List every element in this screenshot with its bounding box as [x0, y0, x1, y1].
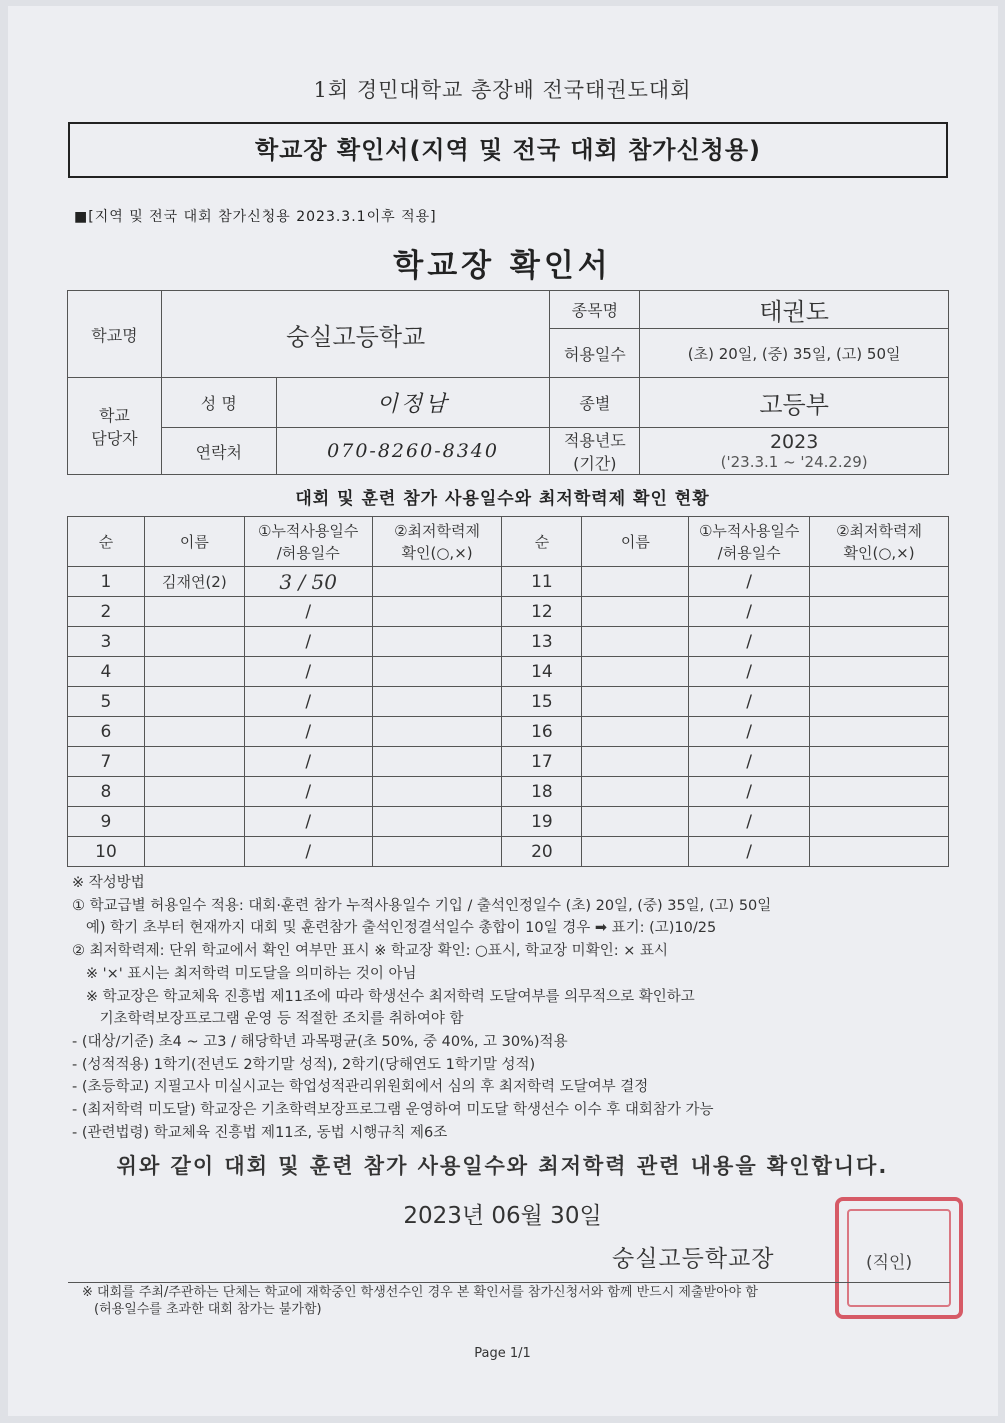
instruction-line: - (대상/기준) 초4 ~ 고3 / 해당학년 과목평균(초 50%, 중 40%, 고 30%)적용	[72, 1033, 568, 1050]
contact-label-line2: 담당자	[91, 429, 138, 448]
row-check-right	[810, 597, 949, 627]
row-name	[144, 747, 244, 777]
phone-label: 연락처	[161, 428, 276, 475]
col-days-left-line1: ①누적사용일수	[258, 521, 359, 540]
row-no-right: 16	[502, 717, 582, 747]
row-check	[372, 717, 502, 747]
row-days-right: /	[689, 747, 810, 777]
table-row	[68, 747, 949, 777]
col-days-right-line1: ①누적사용일수	[698, 521, 800, 540]
instruction-line: - (최저학력 미도달) 학교장은 기초학력보장프로그램 운영하여 미도달 학생선수 이수 후 대회참가 가능	[72, 1102, 714, 1119]
row-no: 8	[68, 777, 145, 807]
table-row	[68, 837, 949, 867]
row-name: 김재연(2)	[144, 567, 244, 597]
application-notice: ■[지역 및 전국 대회 참가신청용 2023.3.1이후 적용]	[74, 209, 437, 225]
row-name	[144, 657, 244, 687]
table-row	[68, 807, 949, 837]
row-check-right	[810, 567, 949, 597]
row-days-right: /	[689, 627, 810, 657]
row-days-right: /	[689, 687, 810, 717]
table-row	[68, 717, 949, 747]
table-row	[68, 777, 949, 807]
allowed-days-value: (초) 20일, (중) 35일, (고) 50일	[640, 329, 949, 378]
row-no: 2	[68, 597, 145, 627]
document-title: 학교장 확인서	[393, 248, 612, 284]
footer-note-line2: (허용일수를 초과한 대회 참가는 불가함)	[94, 1302, 322, 1317]
school-label: 학교명	[68, 291, 162, 378]
person-name-value: 이정남	[276, 378, 550, 428]
instruction-line: - (초등학교) 지필고사 미실시교는 학업성적관리위원회에서 심의 후 최저학력 도달여부 결정	[72, 1079, 649, 1096]
confirmation-statement: 위와 같이 대회 및 훈련 참가 사용일수와 최저학력 관련 내용을 확인합니다.	[116, 1154, 889, 1178]
row-no: 10	[68, 837, 145, 867]
year-value: 2023	[769, 431, 819, 453]
row-name	[144, 597, 244, 627]
school-name: 숭실고등학교	[161, 291, 550, 378]
row-no-right: 14	[502, 657, 582, 687]
table-row	[68, 627, 949, 657]
row-no: 9	[68, 807, 145, 837]
sport-label: 종목명	[550, 291, 640, 329]
row-no-right: 19	[502, 807, 582, 837]
row-check-right	[810, 807, 949, 837]
instruction-line: ② 최저학력제: 단위 학교에서 확인 여부만 표시 ※ 학교장 확인: ○표시, 학교장 미확인: × 표시	[72, 943, 668, 960]
row-no-right: 12	[502, 597, 582, 627]
row-name-right	[582, 597, 689, 627]
year-label-line2: (기간)	[573, 454, 617, 473]
row-no-right: 17	[502, 747, 582, 777]
row-check	[372, 777, 502, 807]
contact-label-line1: 학교	[98, 406, 130, 425]
instruction-line: ※ '×' 표시는 최저학력 미도달을 의미하는 것이 아님	[72, 965, 417, 982]
year-label-line1: 적용년도	[563, 431, 626, 450]
row-name-right	[582, 567, 689, 597]
row-no: 7	[68, 747, 145, 777]
row-check	[372, 597, 502, 627]
row-check-right	[810, 837, 949, 867]
row-check	[372, 657, 502, 687]
col-days-right-line2: /허용일수	[717, 543, 781, 562]
instruction-line: ① 학교급별 허용일수 적용: 대회·훈련 참가 누적사용일수 기입 / 출석인정일수 (초) 20일, (중) 35일, (고) 50일	[72, 897, 772, 914]
row-name-right	[582, 747, 689, 777]
row-name	[144, 807, 244, 837]
year-label	[550, 428, 640, 475]
table-row	[68, 657, 949, 687]
row-days: /	[244, 837, 372, 867]
row-days-right: /	[689, 837, 810, 867]
row-name-right	[582, 687, 689, 717]
row-no: 4	[68, 657, 145, 687]
footer-divider	[68, 1282, 950, 1283]
row-days: /	[244, 747, 372, 777]
col-days-left	[244, 517, 372, 567]
allowed-days-label: 허용일수	[550, 329, 640, 378]
row-name	[144, 717, 244, 747]
col-check-left	[372, 517, 502, 567]
page-number: Page 1/1	[474, 1346, 531, 1361]
writing-instructions	[72, 872, 952, 1144]
row-check-right	[810, 657, 949, 687]
row-name	[144, 777, 244, 807]
year-cell	[640, 428, 949, 475]
col-check-right	[810, 517, 949, 567]
row-check	[372, 627, 502, 657]
instruction-line: - (관련법령) 학교체육 진흥법 제11조, 동법 시행규칙 제6조	[72, 1124, 448, 1141]
row-days: /	[244, 597, 372, 627]
row-name-right	[582, 837, 689, 867]
row-no-right: 13	[502, 627, 582, 657]
row-days-right: /	[689, 807, 810, 837]
principal-name: 숭실고등학교장	[612, 1246, 775, 1272]
col-no-left: 순	[68, 517, 145, 567]
event-title: 1회 경민대학교 총장배 전국태권도대회	[313, 78, 692, 102]
table-header-row	[68, 517, 949, 567]
period-value: ('23.3.1 ~ '24.2.29)	[720, 453, 868, 471]
phone-value: 070-8260-8340	[276, 428, 550, 475]
form-box-title: 학교장 확인서(지역 및 전국 대회 참가신청용)	[68, 122, 948, 178]
row-days: /	[244, 627, 372, 657]
row-name	[144, 837, 244, 867]
row-no: 3	[68, 627, 145, 657]
row-check	[372, 807, 502, 837]
row-no: 1	[68, 567, 145, 597]
instruction-line: - (성적적용) 1학기(전년도 2학기말 성적), 2학기(당해연도 1학기말 성적)	[72, 1056, 536, 1073]
row-name-right	[582, 627, 689, 657]
instruction-line: ※ 학교장은 학교체육 진흥법 제11조에 따라 학생선수 최저학력 도달여부를 의무적으로 확인하고	[72, 988, 695, 1005]
row-check	[372, 567, 502, 597]
row-days: /	[244, 657, 372, 687]
division-value: 고등부	[640, 378, 949, 428]
row-name-right	[582, 657, 689, 687]
col-check-left-line2: 확인(○,×)	[401, 543, 473, 562]
footer-note-line1: ※ 대회를 주최/주관하는 단체는 학교에 재학중인 학생선수인 경우 본 확인서를 참가신청서와 함께 반드시 제출받아야 함	[82, 1285, 758, 1300]
row-name-right	[582, 807, 689, 837]
row-no: 5	[68, 687, 145, 717]
row-days: /	[244, 777, 372, 807]
row-name-right	[582, 777, 689, 807]
row-check-right	[810, 717, 949, 747]
row-days: /	[244, 687, 372, 717]
col-days-left-line2: /허용일수	[276, 543, 340, 562]
col-no-right: 순	[502, 517, 582, 567]
row-no-right: 18	[502, 777, 582, 807]
row-check-right	[810, 777, 949, 807]
table-row	[68, 687, 949, 717]
instruction-line: 기초학력보장프로그램 운영 등 적절한 조치를 취하여야 함	[72, 1011, 464, 1028]
table-row	[68, 597, 949, 627]
instruction-line: ※ 작성방법	[72, 875, 145, 891]
row-name-right	[582, 717, 689, 747]
row-no-right: 15	[502, 687, 582, 717]
table-row	[68, 567, 949, 597]
usage-table	[67, 516, 949, 867]
person-name-label: 성 명	[161, 378, 276, 428]
col-name-right: 이름	[582, 517, 689, 567]
row-check	[372, 687, 502, 717]
row-no: 6	[68, 717, 145, 747]
row-days-right: /	[689, 597, 810, 627]
row-days-right: /	[689, 657, 810, 687]
col-check-right-line2: 확인(○,×)	[843, 543, 915, 562]
row-check-right	[810, 747, 949, 777]
footer-note	[82, 1284, 758, 1318]
row-days: 3 / 50	[244, 567, 372, 597]
row-days-right: /	[689, 567, 810, 597]
instruction-line: 예) 학기 초부터 현재까지 대회 및 훈련참가 출석인정결석일수 총합이 10일 경우 ➡ 표기: (고)10/25	[72, 920, 717, 937]
row-days: /	[244, 717, 372, 747]
row-name	[144, 687, 244, 717]
row-check-right	[810, 687, 949, 717]
col-name-left: 이름	[144, 517, 244, 567]
row-no-right: 11	[502, 567, 582, 597]
row-days-right: /	[689, 717, 810, 747]
col-days-right	[689, 517, 810, 567]
col-check-left-line1: ②최저학력제	[394, 521, 480, 540]
row-check-right	[810, 627, 949, 657]
col-check-right-line1: ②최저학력제	[836, 521, 922, 540]
row-name	[144, 627, 244, 657]
school-info-table	[67, 290, 949, 475]
row-check	[372, 837, 502, 867]
row-no-right: 20	[502, 837, 582, 867]
contact-label	[68, 378, 162, 475]
row-days-right: /	[689, 777, 810, 807]
row-days: /	[244, 807, 372, 837]
sport-value: 태권도	[640, 291, 949, 329]
division-label: 종별	[550, 378, 640, 428]
section-title: 대회 및 훈련 참가 사용일수와 최저학력제 확인 현황	[295, 489, 710, 509]
seal-label: (직인)	[866, 1253, 913, 1273]
row-check	[372, 747, 502, 777]
issue-date: 2023년 06월 30일	[403, 1203, 602, 1229]
